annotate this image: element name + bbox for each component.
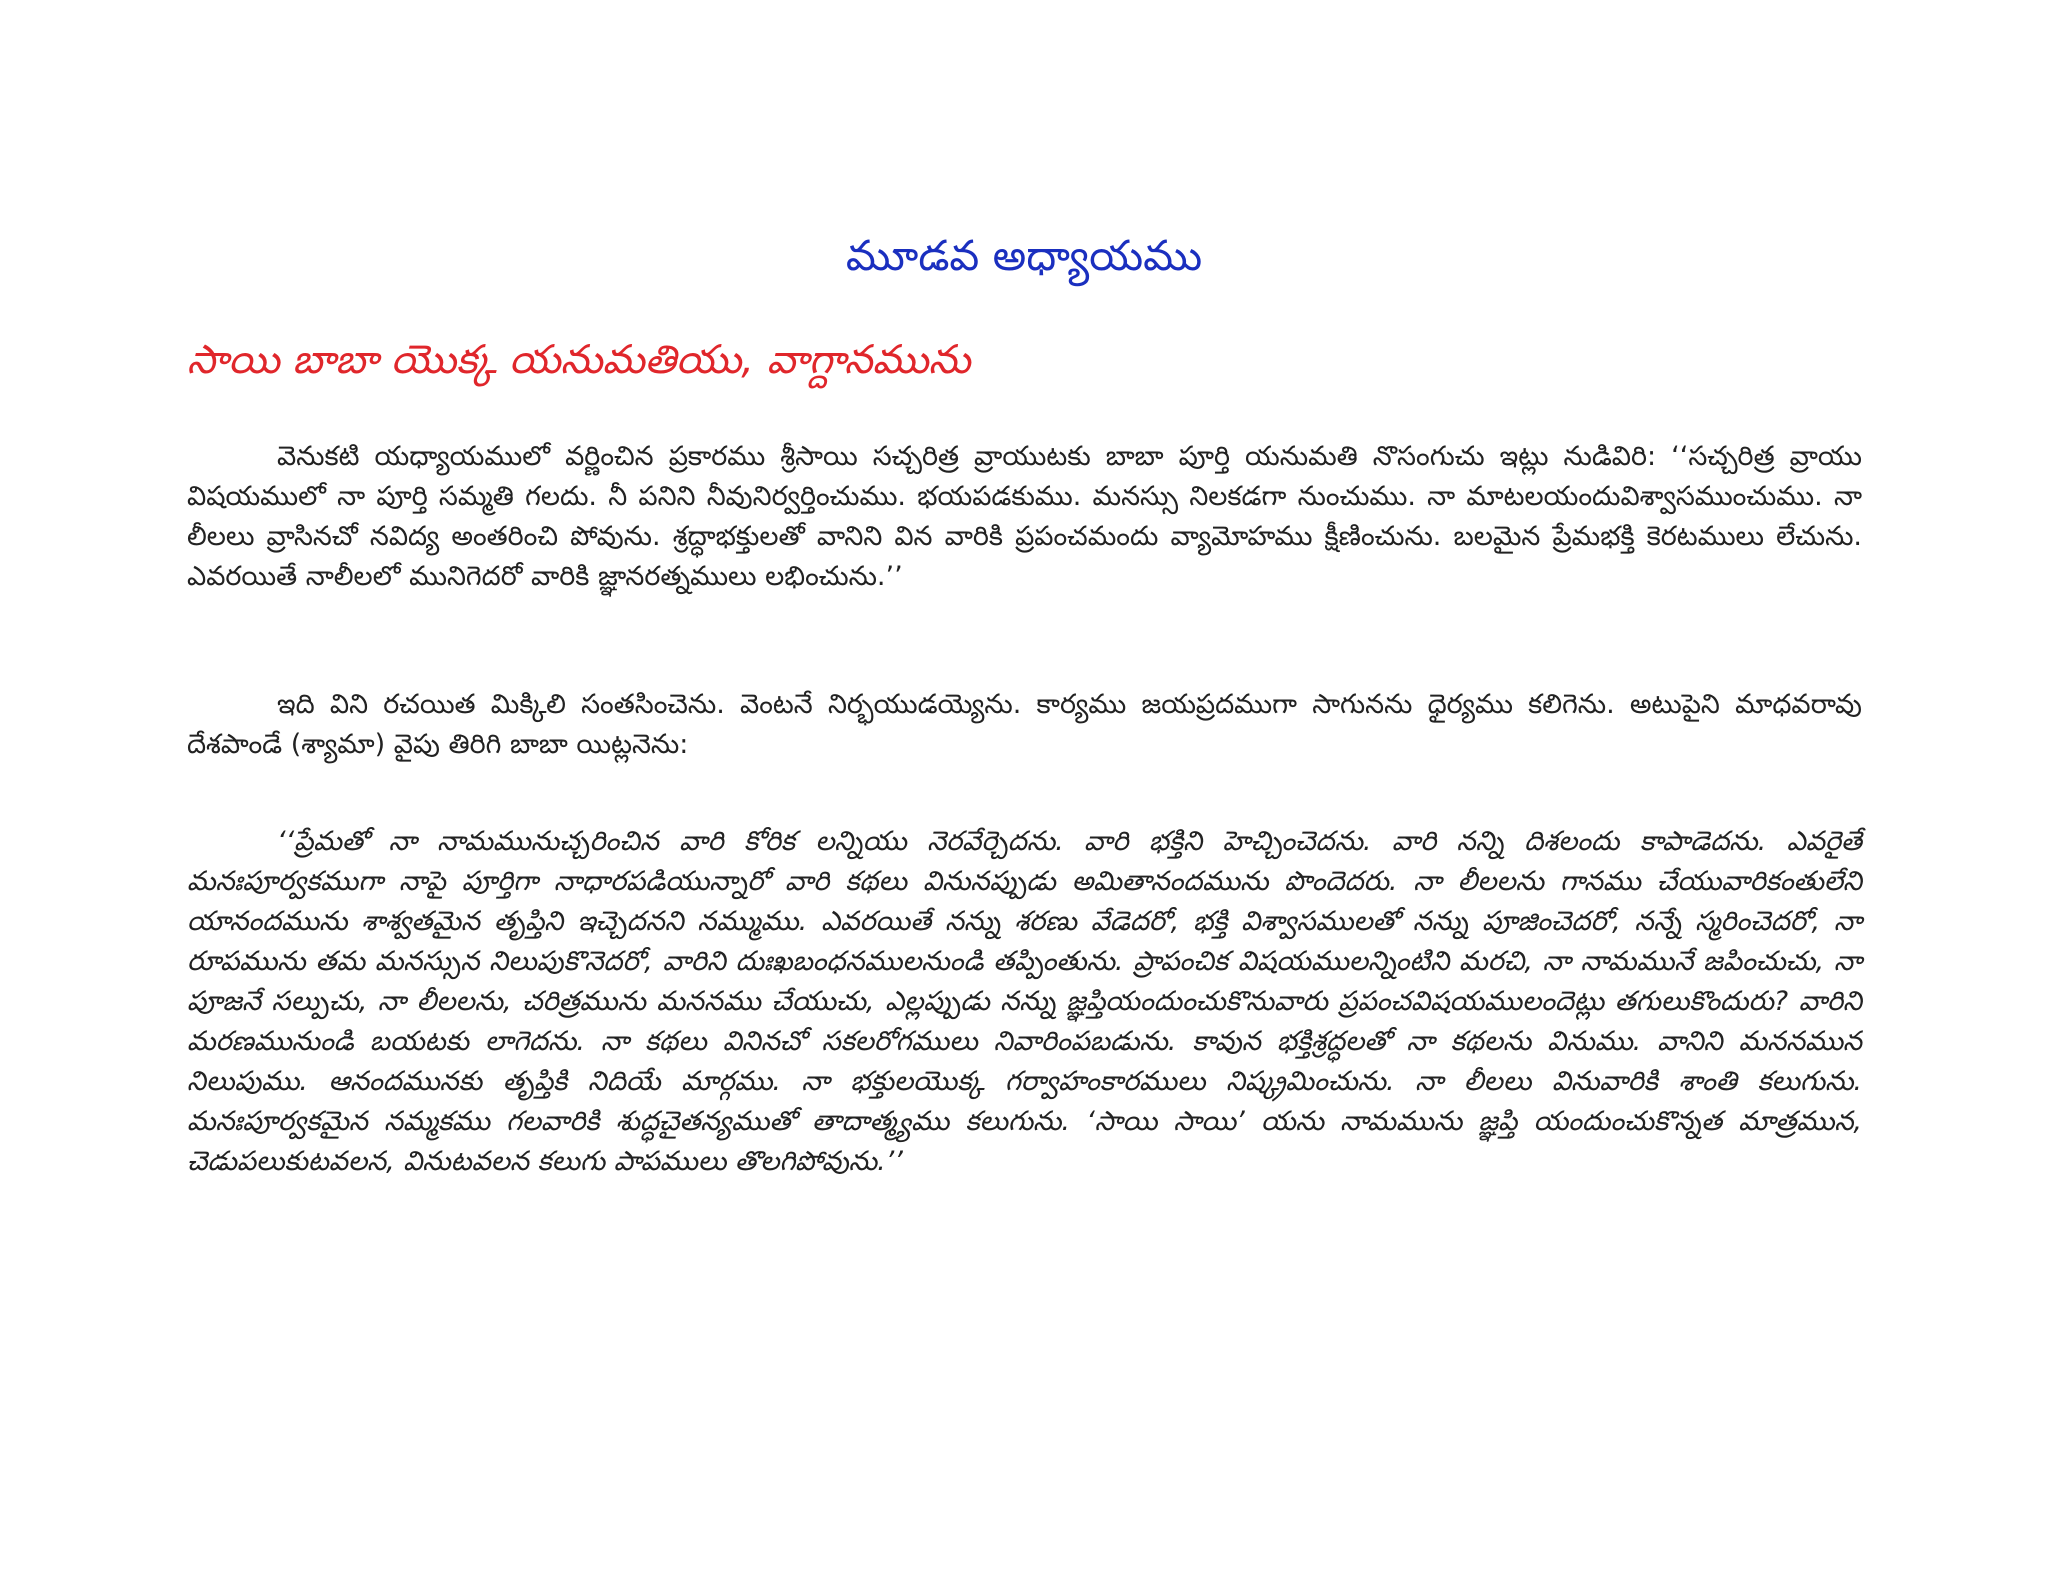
paragraph-2-text: ఇది విని రచయిత మిక్కిలి సంతసించెను. వెంటనే నిర్భయుడయ్యెను. కార్యము జయప్రదముగా సాగునను ధైర్యము కలిగెను. అటుపైని మాధవరావు దేశపాండే (శ్యామా) వైపు తిరిగి బాబా యిట్లనెను: [187, 689, 1862, 760]
paragraph-1 [187, 437, 1862, 597]
paragraph-2 [187, 685, 1862, 765]
paragraph-3-quote [187, 822, 1862, 1182]
chapter-title: మూడవ అధ్యాయము [845, 231, 1203, 280]
paragraph-1-text: వెనుకటి యధ్యాయములో వర్ణించిన ప్రకారము శ్రీసాయి సచ్చరిత్ర వ్రాయుటకు బాబా పూర్తి యనుమతి నొసంగుచు ఇట్లు నుడివిరి: ‘‘సచ్చరిత్ర వ్రాయు విషయములో నా పూర్తి సమ్మతి గలదు. నీ పనిని నీవునిర్వర్తించుము. భయపడకుము. మనస్సు నిలకడగా నుంచుము. నా మాటలయందువిశ్వాసముంచుము. నా లీలలు వ్రాసినచో నవిద్య అంతరించి పోవును. శ్రద్ధాభక్తులతో వానిని విన వారికి ప్రపంచమందు వ్యామోహము క్షీణించును. బలమైన ప్రేమభక్తి కెరటములు లేచును. ఎవరయితే నాలీలలో మునిగెదరో వారికి జ్ఞానరత్నములు లభించును.’’ [187, 441, 1862, 592]
chapter-subtitle: సాయి బాబా యొక్క యనుమతియు, వాగ్దానమును [187, 337, 971, 383]
paragraph-3-text: ‘‘ప్రేమతో నా నామమునుచ్చరించిన వారి కోరిక లన్నియు నెరవేర్చెదను. వారి భక్తిని హెచ్చించెదను. వారి నన్ని దిశలందు కాపాడెదను. ఎవరైతే మనఃపూర్వకముగా నాపై పూర్తిగా నాధారపడియున్నారో వారి కథలు వినునప్పుడు అమితానందమును పొందెదరు. నా లీలలను గానము చేయువారికంతులేని యానందమును శాశ్వతమైన తృప్తిని ఇచ్చెదనని నమ్ముము. ఎవరయితే నన్ను శరణు వేడెదరో, భక్తి విశ్వాసములతో నన్ను పూజించెదరో, నన్నే స్మరించెదరో, నా రూపమును తమ మనస్సున నిలుపుకొనెదరో, వారిని దుఃఖబంధనములనుండి తప్పింతును. ప్రాపంచిక విషయములన్నింటిని మరచి, నా నామమునే జపించుచు, నా పూజనే సల్పుచు, నా లీలలను, చరిత్రమును మననము చేయుచు, ఎల్లప్పుడు నన్ను జ్ఞప్తియందుంచుకొనువారు ప్రపంచవిషయములందెట్లు తగులుకొందురు? వారిని మరణమునుండి బయటకు లాగెదను. నా కథలు వినినచో సకలరోగములు నివారింపబడును. కావున భక్తిశ్రద్ధలతో నా కథలను వినుము. వానిని మననమున నిలుపుము. ఆనందమునకు తృప్తికి నిదియే మార్గము. నా భక్తులయొక్క గర్వాహంకారములు నిష్క్రమించును. నా లీలలు వినువారికి శాంతి కలుగును. మనఃపూర్వకమైన నమ్మకము గలవారికి శుద్ధచైతన్యముతో తాదాత్మ్యము కలుగును. ‘సాయి సాయి’ యను నామమును జ్ఞప్తి యందుంచుకొన్నత మాత్రమున, చెడుపలుకుటవలన, వినుటవలన కలుగు పాపములు తొలగిపోవును.’’ [187, 826, 1862, 1177]
